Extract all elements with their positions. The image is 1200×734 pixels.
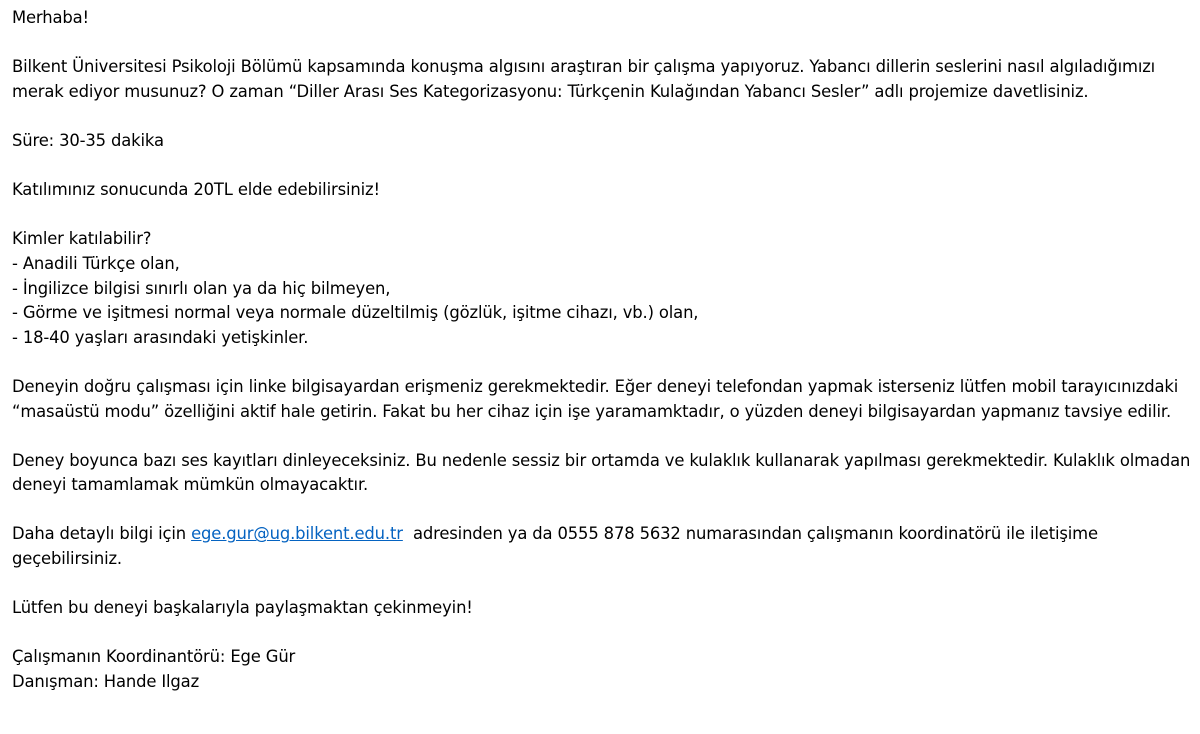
device-note-paragraph: Deneyin doğru çalışması için linke bilgisayardan erişmeniz gerekmektedir. Eğer deneyi telefondan yapmak isterseniz lütfen mobil tarayıcınızdaki “masaüstü modu” özelliğini aktif hale getirin. Fakat bu her cihaz için işe yaramamktadır, o yüzden deneyi bilgisayardan yapmanız tavsiye edilir. bbox=[12, 376, 1179, 421]
eligibility-heading: Kimler katılabilir? bbox=[12, 229, 152, 249]
advisor-text: Danışman: Hande Ilgaz bbox=[12, 672, 200, 692]
announcement-document bbox=[12, 6, 1194, 695]
eligibility-item: - 18-40 yaşları arasındaki yetişkinler. bbox=[12, 327, 309, 347]
eligibility-section bbox=[12, 227, 1194, 350]
reward-text: Katılımınız sonucunda 20TL elde edebilirsiniz! bbox=[12, 180, 380, 200]
intro-paragraph: Bilkent Üniversitesi Psikoloji Bölümü kapsamında konuşma algısını araştıran bir çalışma yapıyoruz. Yabancı dillerin seslerini nasıl algıladığımızı merak ediyor musunuz? O zaman “Diller Arası Ses Kategorizasyonu: Türkçenin Kulağından Yabancı Sesler” adlı projemize davetlisiniz. bbox=[12, 57, 1156, 101]
greeting: Merhaba! bbox=[12, 8, 89, 27]
contact-prefix: Daha detaylı bilgi için bbox=[12, 524, 192, 544]
email-link[interactable]: ege.gur@ug.bilkent.edu.tr bbox=[191, 524, 403, 544]
audio-note-paragraph: Deney boyunca bazı ses kayıtları dinleyeceksiniz. Bu nedenle sessiz bir ortamda ve kulaklık kullanarak yapılması gerekmektedir. Kulaklık olmadan deneyi tamamlamak mümkün olmayacaktır. bbox=[12, 450, 1191, 495]
contact-suffix: adresinden ya da 0555 878 5632 numarasından çalışmanın koordinatörü ile iletişime geçebilirsiniz. bbox=[12, 524, 1103, 569]
eligibility-item: - İngilizce bilgisi sınırlı olan ya da hiç bilmeyen, bbox=[12, 278, 391, 298]
eligibility-item: - Görme ve işitmesi normal veya normale düzeltilmiş (gözlük, işitme cihazı, vb.) olan, bbox=[12, 303, 699, 323]
signature-block bbox=[12, 645, 1194, 694]
coordinator-text: Çalışmanın Koordinantörü: Ege Gür bbox=[12, 647, 296, 667]
eligibility-item: - Anadili Türkçe olan, bbox=[12, 253, 180, 273]
share-request-text: Lütfen bu deneyi başkalarıyla paylaşmaktan çekinmeyin! bbox=[12, 598, 473, 618]
contact-paragraph bbox=[12, 522, 1194, 571]
duration-text: Süre: 30-35 dakika bbox=[12, 130, 164, 150]
